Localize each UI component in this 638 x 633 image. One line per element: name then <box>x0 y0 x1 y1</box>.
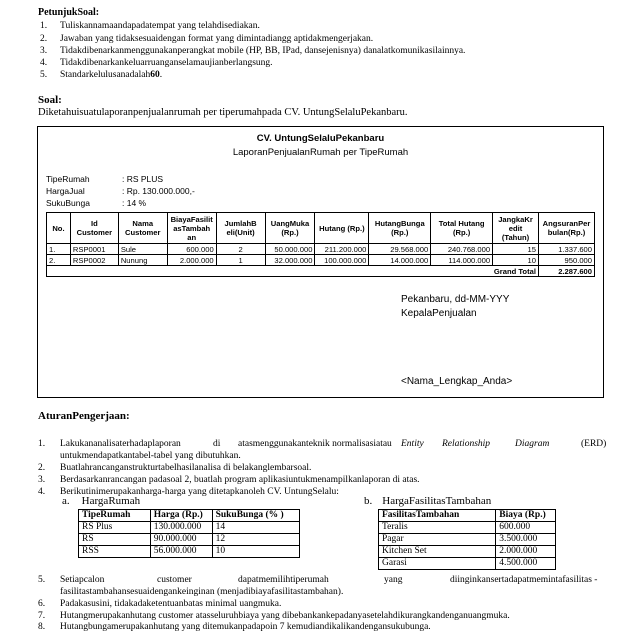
item-text: diinginkansertadapatmemintafasilitas - <box>450 575 598 585</box>
cell: Nunung <box>118 255 167 266</box>
cell: 950.000 <box>538 255 594 266</box>
cell: Garasi <box>379 558 496 570</box>
item-text: (ERD) <box>581 439 607 449</box>
item-text: Hutangmerupakanhutang customer atasseluruhbiaya yang dibebankankepadanyasetelahdikurangkandenganuangmuka. <box>60 611 510 621</box>
col-header: TipeRumah <box>79 510 151 522</box>
item-number: 7. <box>38 611 46 621</box>
cell: Kitchen Set <box>379 546 496 558</box>
cell: Pagar <box>379 534 496 546</box>
meta-value: : RS PLUS <box>122 174 164 184</box>
col-header: UangMuka (Rp.) <box>265 213 315 244</box>
item-text: yang <box>384 575 403 585</box>
cell: 100.000.000 <box>315 255 369 266</box>
harga-fasilitas-table <box>378 509 556 570</box>
col-header: Harga (Rp.) <box>150 510 212 522</box>
aturan-item-8 <box>38 621 431 633</box>
item-text: Tidakdibenarkanmenggunakanperangkat mobile (HP, BB, IPad, dansejenisnya) danalatkomunikasilainnya. <box>60 46 466 56</box>
item-text: Relationship <box>442 439 491 449</box>
item-text: atasmenggunakanteknik normalisasiatau <box>238 439 392 449</box>
item-number: 2. <box>38 463 46 473</box>
cell: 29.568.000 <box>369 244 431 255</box>
table-row <box>79 522 300 534</box>
cell: 1 <box>216 255 265 266</box>
cell: RS Plus <box>79 522 151 534</box>
col-header: AngsuranPer bulan(Rp.) <box>538 213 594 244</box>
aturan-item-3 <box>38 474 420 486</box>
item-number: 2. <box>40 34 48 44</box>
grand-total-value: 2.287.600 <box>538 266 594 277</box>
cell: RS <box>79 534 151 546</box>
cell: Sule <box>118 244 167 255</box>
item-number: 1. <box>40 21 48 31</box>
item-text: Tidakdibenarkankeluarruanganselamaujianberlangsung. <box>60 58 273 68</box>
cell: RSS <box>79 546 151 558</box>
item-text: Berikutinimerupakanharga-harga yang ditetapkanoleh CV. UntungSelalu: <box>60 487 339 497</box>
cell: 1. <box>47 244 71 255</box>
item-text: Tuliskannamaandapadatempat yang telahdisediakan. <box>60 21 260 31</box>
item-tail: . <box>159 70 163 80</box>
meta-label: TipeRumah <box>46 174 90 184</box>
table-row <box>379 546 556 558</box>
cell: 4.500.000 <box>496 558 556 570</box>
aturan-item-1-cont: untukmendapatkantabel-tabel yang dibutuhkan. <box>60 451 241 461</box>
item-number: 3. <box>40 46 48 56</box>
sub-label: b. <box>364 495 373 507</box>
sub-a-title <box>62 495 140 507</box>
item-number: 4. <box>38 487 46 497</box>
table-row <box>379 534 556 546</box>
aturan-heading: AturanPengerjaan: <box>38 410 130 422</box>
aturan-item-6 <box>38 598 282 610</box>
passing-score: 60 <box>150 70 160 80</box>
item-text: Jawaban yang tidaksesuaidengan format yang dimintadiangg aptidakmengerjakan. <box>60 34 374 44</box>
item-text: Setiapcalon <box>60 575 105 585</box>
grand-total-row <box>47 266 595 277</box>
cell: 50.000.000 <box>265 244 315 255</box>
col-header: BiayaFasilit asTambah an <box>167 213 216 244</box>
sign-name: <Nama_Lengkap_Anda> <box>401 376 513 387</box>
cell: 600.000 <box>167 244 216 255</box>
cell: 114.000.000 <box>431 255 493 266</box>
report-table <box>46 212 595 277</box>
col-header: Biaya (Rp.) <box>496 510 556 522</box>
meta-row <box>46 185 246 197</box>
sub-title: HargaFasilitasTambahan <box>382 495 492 507</box>
item-text: Hutangbungamerupakanhutang yang ditemukanpadapoin 7 kemudiandikalikandengansukubunga. <box>60 622 431 632</box>
col-header: FasilitasTambahan <box>379 510 496 522</box>
col-header: Id Customer <box>70 213 118 244</box>
cell: 14 <box>212 522 299 534</box>
item-text: Berdasarkanrancangan padasoal 2, buatlah program aplikasiuntukmenampilkanlaporan di atas. <box>60 475 420 485</box>
cell: 2.000.000 <box>496 546 556 558</box>
meta-label: HargaJual <box>46 186 85 196</box>
col-header: SukuBunga (% ) <box>212 510 299 522</box>
sub-label: a. <box>62 495 70 507</box>
col-header: Hutang (Rp.) <box>315 213 369 244</box>
petunjuk-heading: PetunjukSoal: <box>38 7 100 18</box>
item-number: 5. <box>40 70 48 80</box>
report-header-row <box>47 213 595 244</box>
cell: Teralis <box>379 522 496 534</box>
col-header: JumlahB eli(Unit) <box>216 213 265 244</box>
sub-b-title <box>364 495 491 507</box>
report-title: LaporanPenjualanRumah per TipeRumah <box>232 147 409 158</box>
col-header: JangkaKr edit (Tahun) <box>493 213 539 244</box>
meta-value: : 14 % <box>122 198 147 208</box>
cell: 10 <box>212 546 299 558</box>
harga-rumah-table <box>78 509 300 558</box>
cell: 211.200.000 <box>315 244 369 255</box>
cell: 130.000.000 <box>150 522 212 534</box>
cell: 12 <box>212 534 299 546</box>
cell: 2 <box>216 244 265 255</box>
table-row <box>79 546 300 558</box>
item-number: 6. <box>38 599 46 609</box>
cell: 1.337.600 <box>538 244 594 255</box>
item-text: di <box>213 439 221 449</box>
aturan-item-4 <box>38 486 339 498</box>
aturan-item-2 <box>38 462 312 474</box>
meta-row <box>46 197 246 209</box>
cell: 90.000.000 <box>150 534 212 546</box>
table-header-row <box>379 510 556 522</box>
soal-heading: Soal: <box>38 94 62 106</box>
grand-total-label: Grand Total <box>47 266 539 277</box>
table-row <box>47 255 595 266</box>
cell: 3.500.000 <box>496 534 556 546</box>
item-number: 1. <box>38 439 46 449</box>
soal-text: Diketahuisuatulaporanpenjualanrumah per tiperumahpada CV. UntungSelaluPekanbaru. <box>38 107 408 118</box>
cell: 10 <box>493 255 539 266</box>
cell: 32.000.000 <box>265 255 315 266</box>
report-meta <box>46 173 246 209</box>
sign-role: KepalaPenjualan <box>401 308 477 319</box>
item-text: Buatlahrancanganstrukturtabelhasilanalisa di belakanglembarsoal. <box>60 463 312 473</box>
item-text: dapatmemilihtiperumah <box>238 575 329 585</box>
col-header: Nama Customer <box>118 213 167 244</box>
item-number: 5. <box>38 575 46 585</box>
cell: 56.000.000 <box>150 546 212 558</box>
table-row <box>379 558 556 570</box>
aturan-item-5-cont: fasilitastambahansesuaidengankeinginan (menjadibiayafasilitastambahan). <box>60 587 344 597</box>
item-text: customer <box>157 575 192 585</box>
cell: 2. <box>47 255 71 266</box>
cell: 2.000.000 <box>167 255 216 266</box>
item-text: Diagram <box>515 439 550 449</box>
cell: 15 <box>493 244 539 255</box>
item-text: Lakukananalisaterhadaplaporan <box>60 439 181 449</box>
cell: RSP0001 <box>70 244 118 255</box>
table-row <box>79 534 300 546</box>
cell: 14.000.000 <box>369 255 431 266</box>
cell: RSP0002 <box>70 255 118 266</box>
col-header: No. <box>47 213 71 244</box>
item-number: 8. <box>38 622 46 632</box>
meta-row <box>46 173 246 185</box>
report-company: CV. UntungSelaluPekanbaru <box>256 133 385 144</box>
col-header: Total Hutang (Rp.) <box>431 213 493 244</box>
item-text: Entity <box>401 439 424 449</box>
item-number: 4. <box>40 58 48 68</box>
item-text: Padakasusini, tidakadaketentuanbatas minimal uangmuka. <box>60 599 282 609</box>
col-header: HutangBunga (Rp.) <box>369 213 431 244</box>
sign-place: Pekanbaru, dd-MM-YYY <box>401 294 510 305</box>
report-box <box>37 126 604 398</box>
table-row <box>47 244 595 255</box>
item-text: Standarkelulusanadalah <box>60 70 151 80</box>
meta-label: SukuBunga <box>46 198 90 208</box>
sub-title: HargaRumah <box>81 495 141 507</box>
item-number: 3. <box>38 475 46 485</box>
cell: 240.768.000 <box>431 244 493 255</box>
cell: 600.000 <box>496 522 556 534</box>
table-header-row <box>79 510 300 522</box>
meta-value: : Rp. 130.000.000,- <box>122 186 195 196</box>
table-row <box>379 522 556 534</box>
